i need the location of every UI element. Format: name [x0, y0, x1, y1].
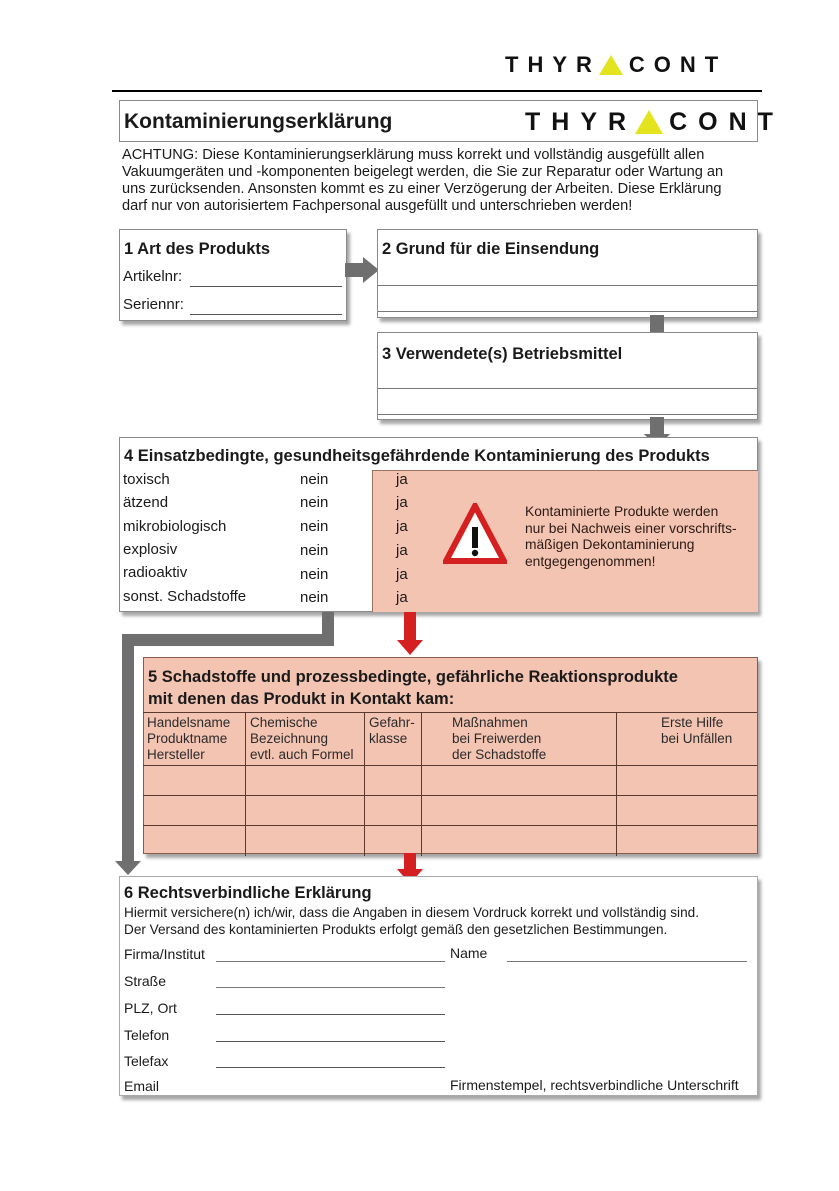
table-header-row	[143, 713, 757, 766]
company-label: Firma/Institut	[124, 946, 205, 962]
notice-text	[122, 147, 723, 215]
section-5-hazardous-substances	[143, 657, 758, 854]
substances-table	[143, 712, 757, 856]
postal-city-field[interactable]	[216, 1014, 445, 1015]
section-1-product-type	[119, 229, 347, 321]
column-header-line: klasse	[369, 731, 408, 746]
column-header-line: Produktname	[147, 731, 228, 746]
contamination-label: explosiv	[123, 541, 178, 558]
table-cell[interactable]	[143, 766, 246, 796]
logo-text-right: CONT	[669, 108, 784, 136]
contamination-yes-option[interactable]: ja	[396, 471, 408, 488]
thyracont-logo-header	[505, 52, 727, 78]
header-divider	[112, 90, 762, 92]
logo-text-left: THYR	[525, 108, 638, 136]
contamination-no-option[interactable]: nein	[300, 518, 329, 535]
phone-field[interactable]	[216, 1041, 445, 1042]
section-2-reason	[377, 229, 758, 318]
table-cell[interactable]	[422, 766, 617, 796]
contamination-no-option[interactable]: nein	[300, 471, 329, 488]
red-arrow-down-icon	[397, 640, 423, 655]
notice-line: ACHTUNG: Diese Kontaminierungserklärung muss korrekt und vollständig ausgefüllt allen	[122, 147, 705, 163]
street-label: Straße	[124, 973, 167, 989]
arrow-right-icon	[345, 263, 365, 277]
materials-field-line-2[interactable]	[378, 414, 757, 415]
table-cell[interactable]	[617, 796, 758, 826]
warning-triangle-icon	[443, 503, 507, 565]
logo-text-right: CONT	[628, 52, 728, 77]
column-header-line: Bezeichnung	[250, 731, 329, 746]
column-header	[365, 713, 422, 766]
red-arrow-shaft	[404, 612, 416, 642]
name-field[interactable]	[507, 961, 747, 962]
notice-line: Vakuumgeräten und -komponenten beigelegt werden, die Sie zur Reparatur oder Wartung an	[122, 164, 724, 180]
notice-line: uns zurücksenden. Ansonsten kommt es zu einer Verzögerung der Arbeiten. Diese Erklärung	[122, 181, 722, 197]
warning-line: mäßigen Dekontaminierung	[525, 537, 695, 552]
table-cell[interactable]	[365, 796, 422, 826]
section-6-title: 6 Rechtsverbindliche Erklärung	[124, 884, 372, 902]
street-field[interactable]	[216, 987, 445, 988]
table-cell[interactable]	[246, 826, 365, 856]
declaration-line: Hiermit versichere(n) ich/wir, dass die Angaben in diesem Vordruck korrekt und vollständig sind.	[124, 905, 699, 920]
company-field[interactable]	[216, 961, 445, 962]
column-header-line: Hersteller	[147, 747, 205, 762]
section-3-operating-materials	[377, 332, 758, 420]
logo-triangle-icon	[635, 110, 663, 134]
column-header-line: Maßnahmen	[452, 715, 528, 730]
table-cell[interactable]	[246, 796, 365, 826]
section-4-contamination	[119, 437, 758, 612]
logo-text-left: THYR	[505, 52, 601, 77]
contamination-label: mikrobiologisch	[123, 518, 227, 535]
section-5-title-line-2: mit denen das Produkt in Kontakt kam:	[148, 690, 455, 708]
logo-triangle-icon	[599, 55, 623, 75]
section-5-title-line-1: 5 Schadstoffe und prozessbedingte, gefährliche Reaktionsprodukte	[148, 668, 678, 686]
arrow-down-shaft	[650, 417, 664, 435]
arrow-down-icon	[115, 861, 141, 875]
column-header	[617, 713, 758, 766]
column-header	[143, 713, 246, 766]
column-header-line: bei Freiwerden	[452, 731, 542, 746]
table-cell[interactable]	[143, 826, 246, 856]
thyracont-logo-title	[525, 108, 784, 137]
title-box	[119, 100, 784, 142]
table-cell[interactable]	[617, 826, 758, 856]
warning-text	[525, 504, 737, 570]
column-header-line: evtl. auch Formel	[250, 747, 354, 762]
warning-line: Kontaminierte Produkte werden	[525, 504, 719, 519]
column-header	[246, 713, 365, 766]
phone-label: Telefon	[124, 1027, 170, 1043]
article-number-label: Artikelnr:	[123, 268, 183, 285]
contamination-label: toxisch	[123, 471, 170, 488]
column-header-line: Chemische	[250, 715, 318, 730]
declaration-text	[124, 904, 699, 938]
table-cell[interactable]	[365, 826, 422, 856]
reason-field-line-2[interactable]	[378, 311, 757, 312]
contamination-label: sonst. Schadstoffe	[123, 588, 247, 605]
table-cell[interactable]	[365, 766, 422, 796]
section-4-title: 4 Einsatzbedingte, gesundheitsgefährdende Kontaminierung des Produkts	[124, 447, 710, 465]
arrow-down-shaft	[650, 315, 664, 333]
table-row	[143, 826, 757, 856]
table-cell[interactable]	[246, 766, 365, 796]
materials-field-line-1[interactable]	[378, 388, 757, 389]
contamination-no-option[interactable]: nein	[300, 589, 329, 606]
signature-label: Firmenstempel, rechtsverbindliche Unterschrift	[450, 1077, 739, 1093]
section-1-title: 1 Art des Produkts	[124, 240, 271, 258]
contamination-label: radioaktiv	[123, 564, 188, 581]
table-cell[interactable]	[422, 826, 617, 856]
fax-field[interactable]	[216, 1067, 445, 1068]
contamination-yes-option[interactable]: ja	[396, 542, 408, 559]
serial-number-field[interactable]	[190, 314, 342, 315]
postal-city-label: PLZ, Ort	[124, 1000, 177, 1016]
contamination-yes-option[interactable]: ja	[396, 566, 408, 583]
warning-line: entgegengenommen!	[525, 553, 656, 569]
column-header-line: Gefahr-	[369, 715, 415, 730]
column-header-line: Handelsname	[147, 715, 231, 730]
table-cell[interactable]	[617, 766, 758, 796]
name-label: Name	[450, 945, 488, 961]
fax-label: Telefax	[124, 1053, 169, 1069]
table-cell[interactable]	[143, 796, 246, 826]
section-2-title: 2 Grund für die Einsendung	[382, 240, 600, 258]
table-cell[interactable]	[422, 796, 617, 826]
contamination-no-option[interactable]: nein	[300, 566, 329, 583]
column-header	[422, 713, 617, 766]
section-6-legal-declaration	[119, 876, 758, 1096]
contamination-yes-option[interactable]: ja	[396, 518, 408, 535]
contamination-no-option[interactable]: nein	[300, 494, 329, 511]
contamination-yes-option[interactable]: ja	[396, 589, 408, 606]
warning-line: nur bei Nachweis einer vorschrifts-	[525, 520, 737, 536]
notice-line: darf nur von autorisiertem Fachpersonal ausgefüllt und unterschrieben werden!	[122, 198, 633, 214]
page-title: Kontaminierungserklärung	[124, 110, 393, 133]
column-header-line: der Schadstoffe	[452, 747, 547, 762]
column-header-line: bei Unfällen	[661, 731, 733, 746]
column-header-line: Erste Hilfe	[661, 715, 724, 730]
section-3-title: 3 Verwendete(s) Betriebsmittel	[382, 345, 623, 363]
reason-field-line-1[interactable]	[378, 285, 757, 286]
declaration-line: Der Versand des kontaminierten Produkts erfolgt gemäß den gesetzlichen Bestimmungen.	[124, 922, 668, 937]
connector-gray-vertical	[122, 634, 134, 862]
contamination-yes-option[interactable]: ja	[396, 494, 408, 511]
table-row	[143, 766, 757, 796]
article-number-field[interactable]	[190, 286, 342, 287]
connector-gray-horizontal	[122, 634, 334, 646]
table-row	[143, 796, 757, 826]
contamination-label: ätzend	[123, 494, 169, 511]
contamination-no-option[interactable]: nein	[300, 542, 329, 559]
serial-number-label: Seriennr:	[123, 296, 184, 313]
email-label: Email	[124, 1078, 160, 1094]
